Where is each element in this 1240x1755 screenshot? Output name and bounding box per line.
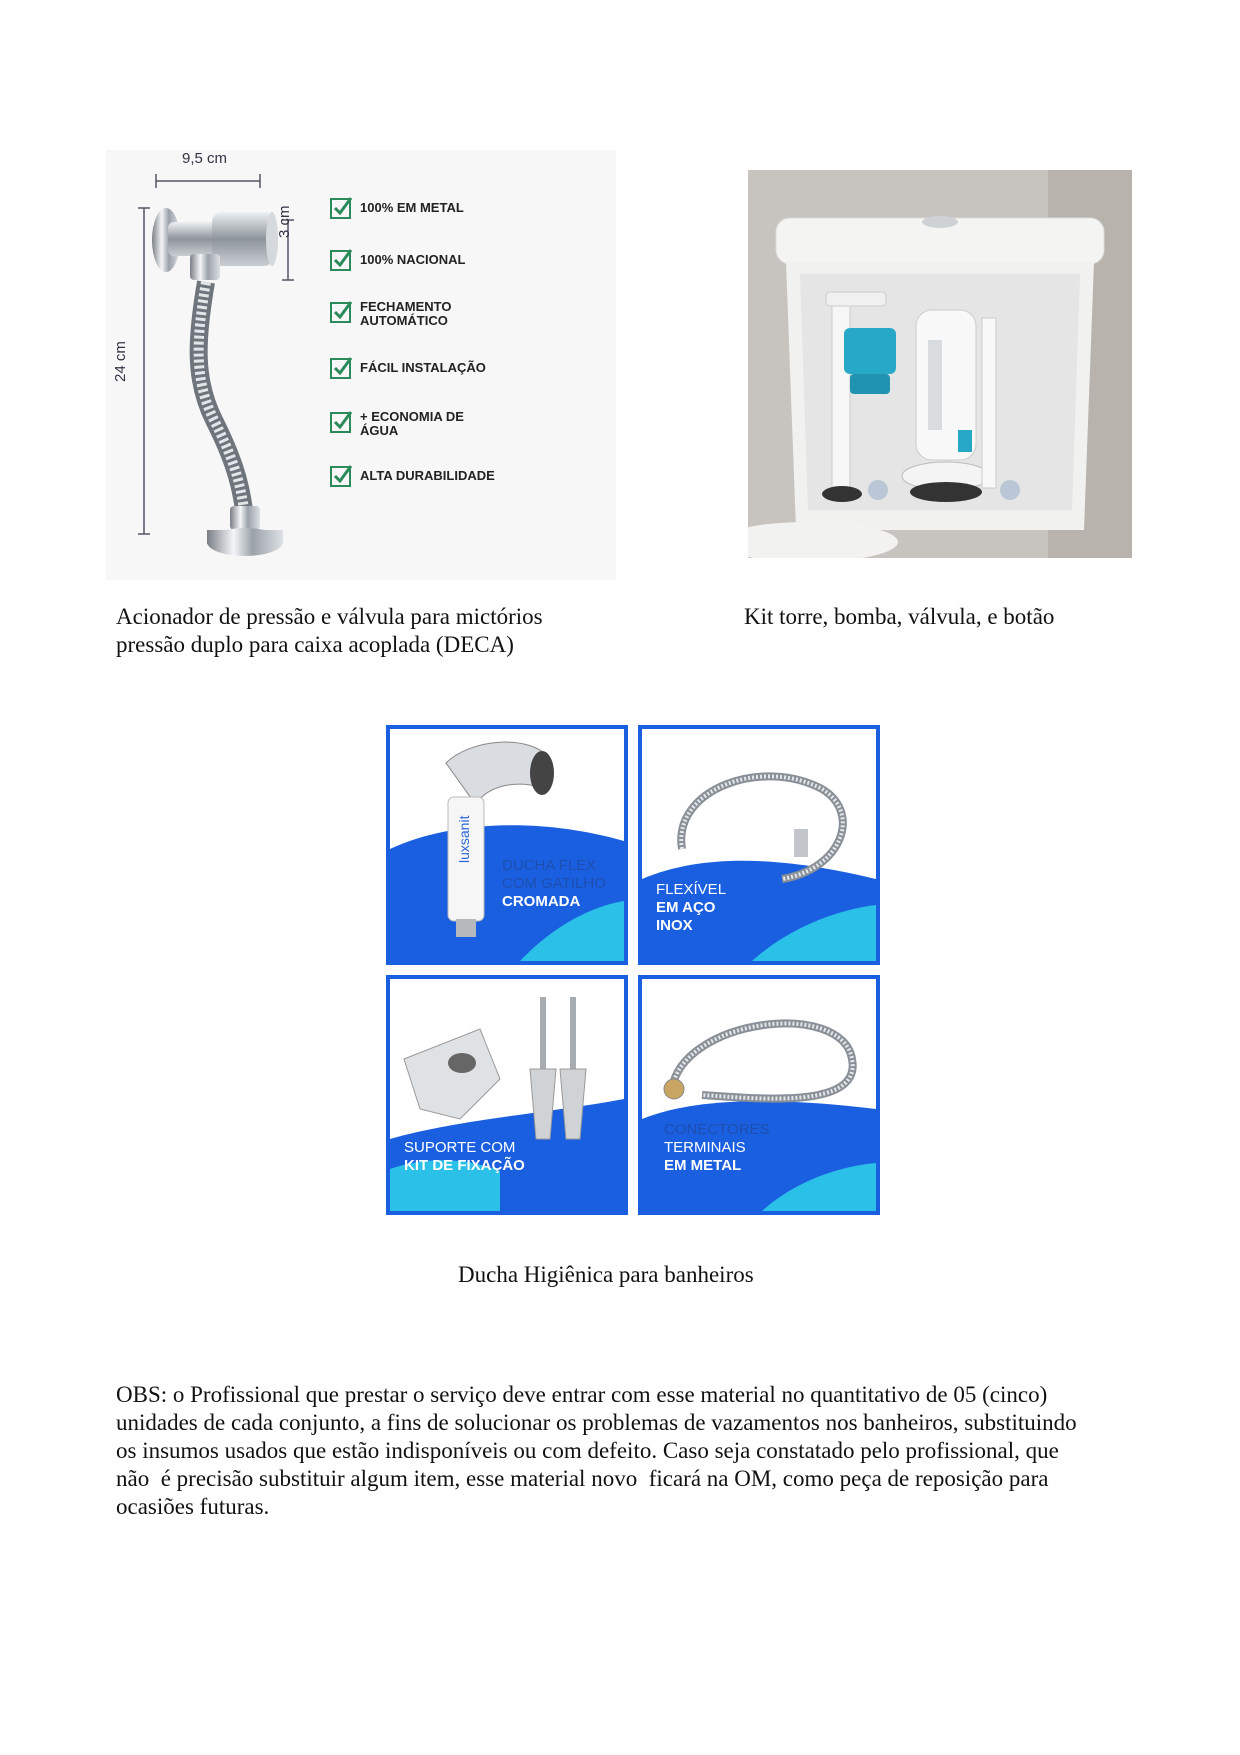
tile-label-line1: SUPORTE COM	[404, 1139, 516, 1156]
bracket-drawing	[390, 979, 624, 1211]
tile-label-line1: FLEXÍVEL	[656, 881, 727, 898]
check-icon	[330, 356, 354, 380]
caption-urinal-valve-line1: Acionador de pressão e válvula para mictórios	[116, 604, 543, 629]
tile-wall-bracket	[386, 975, 628, 1215]
flush-kit-image	[748, 170, 1132, 558]
feature-label: FÁCIL INSTALAÇÃO	[360, 360, 486, 375]
obs-line: os insumos usados que estão indisponíveis ou com defeito. Caso seja constatado pelo profissional, que	[116, 1438, 1059, 1463]
obs-paragraph	[116, 1381, 1156, 1521]
width-dimension-label: 9,5 cm	[182, 150, 228, 167]
flush-kit-drawing	[748, 170, 1132, 558]
obs-line: não é precisão substituir algum item, esse material novo ficará na OM, como peça de reposição para	[116, 1466, 1049, 1491]
height-dimension-label: 24 cm	[112, 341, 129, 382]
brand-label: luxsanit	[456, 815, 472, 863]
check-icon	[330, 410, 354, 434]
tile-label-line2: EM AÇO	[656, 899, 716, 916]
feature-label: FECHAMENTO AUTOMÁTICO	[360, 299, 452, 328]
tile-label-line2: TERMINAIS	[664, 1139, 746, 1156]
check-icon	[330, 196, 354, 220]
tile-label-line2: COM GATILHO	[502, 875, 606, 892]
connector-drawing	[642, 979, 876, 1211]
check-icon	[330, 300, 354, 324]
bidet-shower-image	[386, 725, 882, 1219]
caption-flush-kit: Kit torre, bomba, válvula, e botão	[744, 604, 1055, 629]
feature-label: 100% EM METAL	[360, 200, 464, 215]
tile-label-line1: DUCHA FLEX	[502, 857, 597, 874]
check-icon	[330, 464, 354, 488]
tile-metal-connectors	[638, 975, 880, 1215]
feature-label: + ECONOMIA DE ÁGUA	[360, 409, 464, 438]
tile-label-line3: CROMADA	[502, 893, 581, 910]
obs-line: ocasiões futuras.	[116, 1494, 270, 1519]
tile-label-line3: EM METAL	[664, 1157, 742, 1174]
obs-line: unidades de cada conjunto, a fins de solucionar os problemas de vazamentos nos banheiros, substituindo	[116, 1410, 1077, 1435]
feature-label: 100% NACIONAL	[360, 252, 466, 267]
tile-label-line2: KIT DE FIXAÇÃO	[404, 1157, 525, 1174]
tile-label-line1: CONECTORES	[664, 1121, 770, 1138]
caption-urinal-valve-line2: pressão duplo para caixa acoplada (DECA)	[116, 632, 514, 657]
shower-head-drawing	[390, 729, 624, 961]
tile-shower-head	[386, 725, 628, 965]
button-dimension-label: 3 cm	[276, 205, 293, 238]
urinal-valve-image	[106, 150, 616, 580]
caption-bidet-shower: Ducha Higiênica para banheiros	[458, 1262, 754, 1287]
feature-label: ALTA DURABILIDADE	[360, 468, 495, 483]
check-icon	[330, 248, 354, 272]
obs-line: OBS: o Profissional que prestar o serviço deve entrar com esse material no quantitativo de 05 (cinco)	[116, 1382, 1048, 1407]
tile-label-line3: INOX	[656, 917, 693, 934]
tile-flexible-hose	[638, 725, 880, 965]
